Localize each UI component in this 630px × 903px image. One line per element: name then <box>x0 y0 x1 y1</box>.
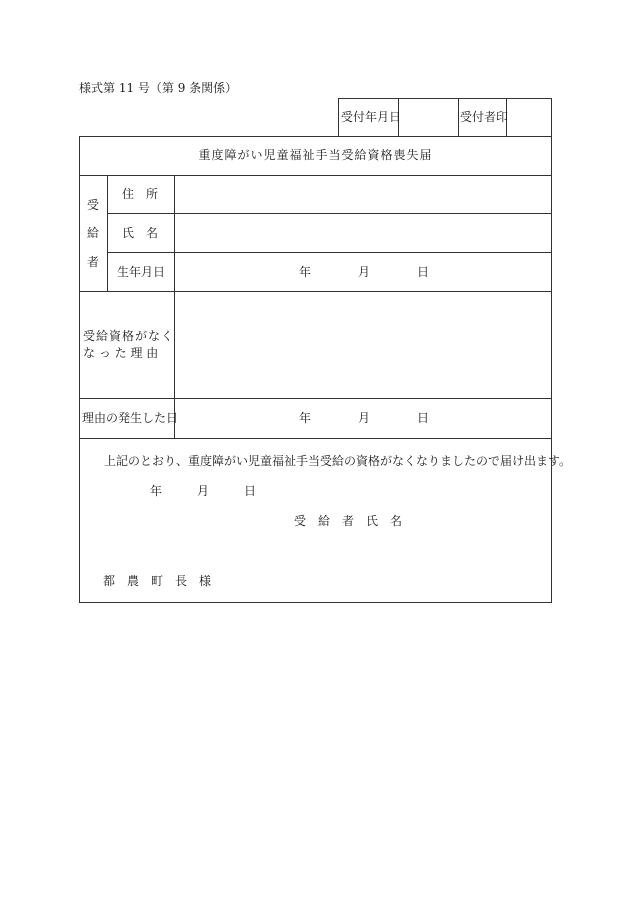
recipient-group-char-1: 受 <box>87 198 100 212</box>
recipient-group-char-3: 者 <box>87 255 100 269</box>
reason-label-line-1: 受給資格がなく <box>83 329 175 343</box>
reason-day-unit: 日 <box>417 411 430 425</box>
declaration-month-unit: 月 <box>197 484 210 498</box>
recipient-group-divider <box>107 175 108 291</box>
form-title: 重度障がい児童福祉手当受給資格喪失届 <box>198 148 433 162</box>
birth-day-unit: 日 <box>417 265 430 279</box>
reason-date-label: 理由の発生した日 <box>82 411 179 425</box>
declaration-day-unit: 日 <box>244 484 257 498</box>
addressee: 都 農 町 長 様 <box>103 574 212 588</box>
table-bottom-border <box>79 602 552 603</box>
name-field[interactable] <box>177 216 549 250</box>
name-row-border <box>107 252 552 253</box>
reason-date-bottom-border <box>79 438 552 439</box>
reception-stamp-field[interactable] <box>508 100 550 134</box>
reason-label-line-2: な っ た 理 由 <box>83 346 159 360</box>
reception-date-label: 受付年月日 <box>341 110 402 124</box>
recipient-group-char-2: 給 <box>87 226 100 240</box>
reception-date-field[interactable] <box>400 100 456 134</box>
reason-month-unit: 月 <box>358 411 371 425</box>
name-label: 氏 名 <box>122 226 159 240</box>
address-label: 住 所 <box>122 187 159 201</box>
address-field[interactable] <box>177 178 549 211</box>
reason-field[interactable] <box>177 294 549 396</box>
birth-date-label: 生年月日 <box>117 265 166 279</box>
title-bottom-border <box>79 175 552 176</box>
birth-month-unit: 月 <box>358 265 371 279</box>
declaration-year-unit: 年 <box>150 484 163 498</box>
reception-left-border <box>338 98 339 136</box>
table-left-border <box>79 136 80 603</box>
reason-bottom-border <box>79 398 552 399</box>
reception-divider-2 <box>458 98 459 136</box>
table-top-border <box>79 136 552 137</box>
signer-name-label: 受 給 者 氏 名 <box>294 514 403 528</box>
form-number: 様式第 11 号（第 9 条関係） <box>79 81 238 95</box>
recipient-bottom-border <box>79 291 552 292</box>
reception-receiver-label: 受付者印 <box>460 110 509 124</box>
birth-year-unit: 年 <box>299 265 312 279</box>
reason-year-unit: 年 <box>299 411 312 425</box>
address-row-border <box>107 213 552 214</box>
table-right-border <box>551 98 552 603</box>
declaration-statement: 上記のとおり、重度障がい児童福祉手当受給の資格がなくなりましたので届け出ます。 <box>104 454 572 468</box>
reception-top-border <box>338 98 552 99</box>
